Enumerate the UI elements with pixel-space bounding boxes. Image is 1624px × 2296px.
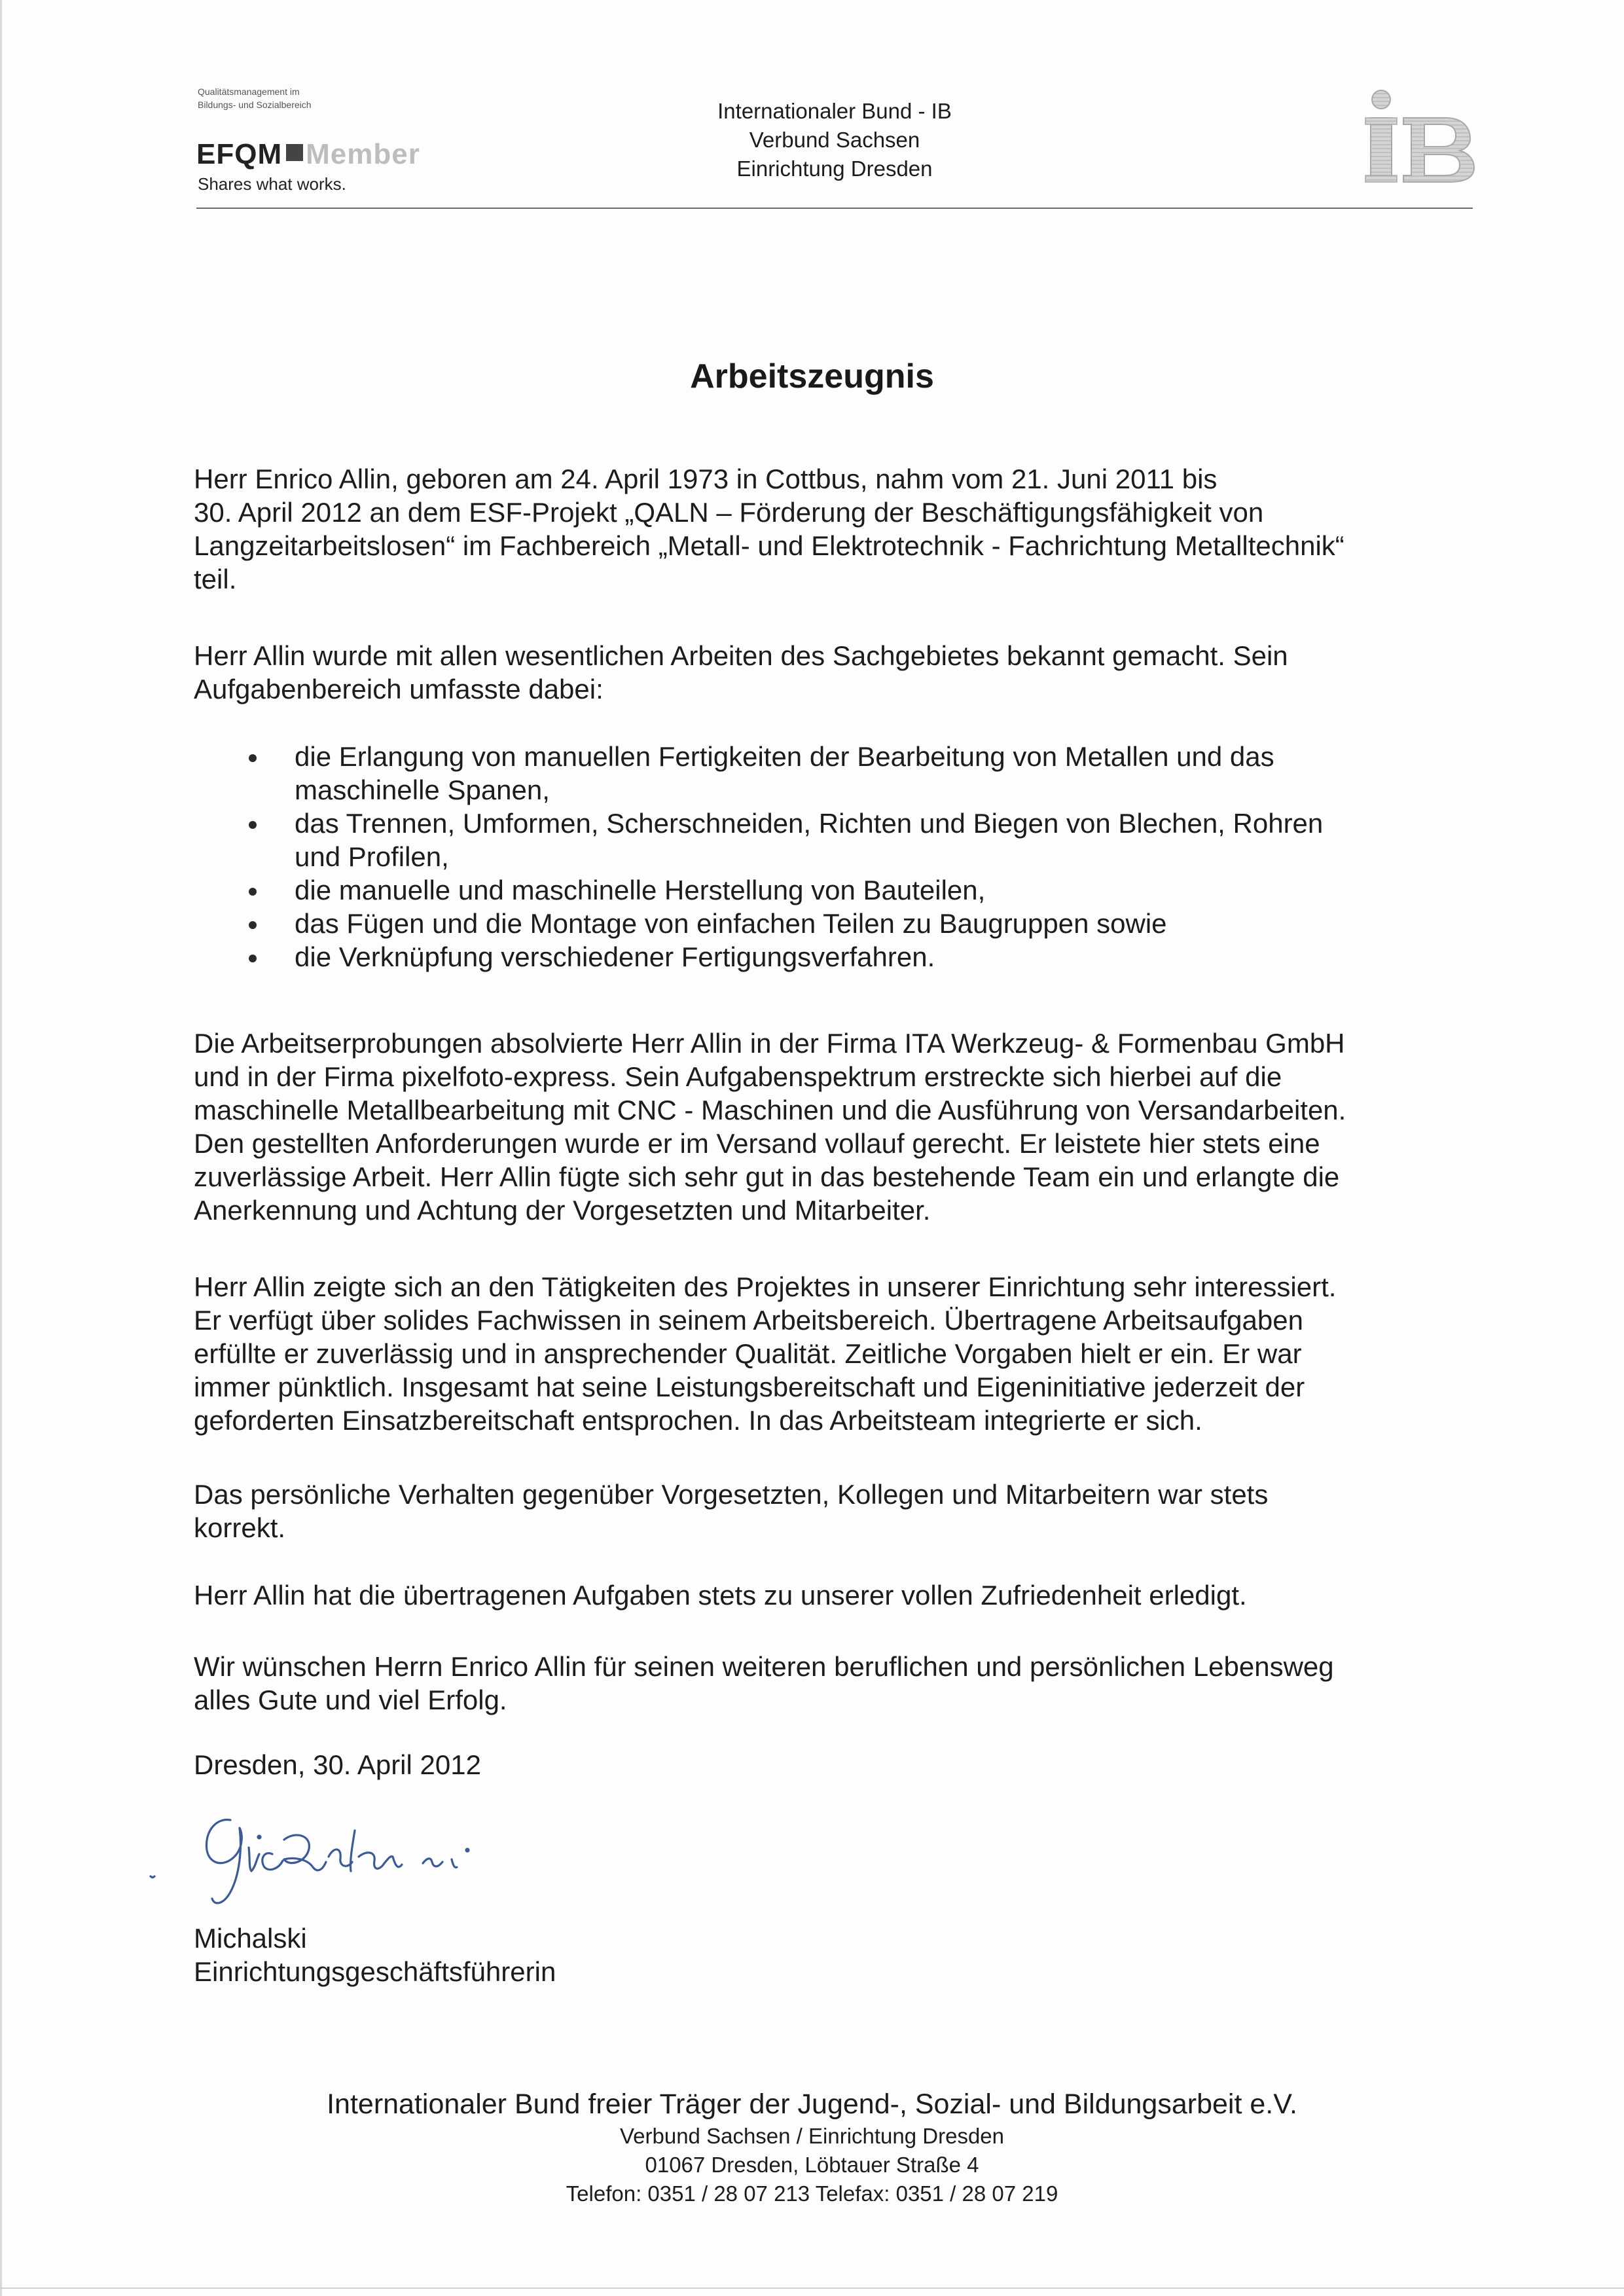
- text-line: alles Gute und viel Erfolg.: [194, 1685, 507, 1715]
- text-line: und in der Firma pixelfoto-express. Sein Aufgabenspektrum erstreckte sich hierbei auf die: [194, 1061, 1282, 1092]
- efqm-tagline: Shares what works.: [198, 174, 346, 194]
- text-line: immer pünktlich. Insgesamt hat seine Leistungsbereitschaft und Eigeninitiative jederzeit der: [194, 1372, 1305, 1402]
- bullet-icon: [249, 955, 257, 962]
- document-title: Arbeitszeugnis: [690, 357, 934, 395]
- list-item: [242, 740, 1499, 807]
- list-item: [242, 940, 1499, 974]
- organization-line: Internationaler Bund - IB: [717, 99, 952, 123]
- text-line: Aufgabenbereich umfasste dabei:: [194, 674, 604, 704]
- text-line: die Verknüpfung verschiedener Fertigungsverfahren.: [295, 941, 935, 972]
- footer-line: Telefon: 0351 / 28 07 213 Telefax: 0351 / 28 07 219: [566, 2181, 1058, 2206]
- efqm-caption: [198, 85, 312, 111]
- text-line: maschinelle Spanen,: [295, 774, 550, 805]
- text-line: 30. April 2012 an dem ESF-Projekt „QALN – Förderung der Beschäftigungsfähigkeit von: [194, 497, 1264, 528]
- signatory-role: Einrichtungsgeschäftsführerin: [194, 1956, 556, 1987]
- tasks-intro-paragraph: [194, 639, 1496, 706]
- text-line: Die Arbeitserprobungen absolvierte Herr Allin in der Firma ITA Werkzeug- & Formenbau GmbH: [194, 1028, 1345, 1059]
- footer-line: Internationaler Bund freier Träger der Jugend-, Sozial- und Bildungsarbeit e.V.: [327, 2088, 1297, 2120]
- signature-icon: [144, 1794, 563, 1918]
- ib-logo-icon: [1362, 84, 1479, 189]
- text-line: zuverlässige Arbeit. Herr Allin fügte sich sehr gut in das bestehende Team ein und erlangte die: [194, 1161, 1340, 1192]
- footer-line: 01067 Dresden, Löbtauer Straße 4: [645, 2153, 979, 2177]
- text-line: korrekt.: [194, 1512, 286, 1543]
- text-line: teil.: [194, 564, 237, 594]
- efqm-caption-line: Bildungs- und Sozialbereich: [198, 100, 312, 110]
- efqm-word: EFQM: [196, 138, 283, 170]
- text-line: und Profilen,: [295, 841, 449, 872]
- organization-line: Einrichtung Dresden: [736, 156, 933, 181]
- bullet-icon: [249, 821, 257, 829]
- text-line: Er verfügt über solides Fachwissen in seinem Arbeitsbereich. Übertragene Arbeitsaufgaben: [194, 1305, 1303, 1336]
- list-item: [242, 873, 1499, 907]
- efqm-logo: [196, 85, 484, 194]
- signatory-name: Michalski: [194, 1923, 307, 1954]
- organization-line: Verbund Sachsen: [749, 128, 920, 152]
- text-line: Anerkennung und Achtung der Vorgesetzten und Mitarbeiter.: [194, 1195, 931, 1226]
- list-item: [242, 907, 1499, 940]
- text-line: das Trennen, Umformen, Scherschneiden, Richten und Biegen von Blechen, Rohren: [295, 808, 1324, 839]
- ib-logo: [1362, 84, 1479, 189]
- page-footer: [0, 2086, 1624, 2208]
- efqm-square-icon: [286, 144, 303, 161]
- text-line: Wir wünschen Herrn Enrico Allin für seinen weiteren beruflichen und persönlichen Lebensweg: [194, 1651, 1334, 1682]
- footer-line: Verbund Sachsen / Einrichtung Dresden: [619, 2124, 1005, 2148]
- signatory: [194, 1922, 1496, 1988]
- text-line: die Erlangung von manuellen Fertigkeiten der Bearbeitung von Metallen und das: [295, 741, 1274, 772]
- bullet-icon: [249, 754, 257, 762]
- text-line: Das persönliche Verhalten gegenüber Vorgesetzten, Kollegen und Mitarbeitern war stets: [194, 1479, 1269, 1510]
- text-line: maschinelle Metallbearbeitung mit CNC - Maschinen und die Ausführung von Versandarbeiten.: [194, 1095, 1346, 1125]
- handwritten-signature: [144, 1794, 563, 1918]
- organization-header: [655, 97, 1015, 183]
- task-list: [242, 740, 1499, 974]
- text-line: das Fügen und die Montage von einfachen Teilen zu Baugruppen sowie: [295, 908, 1167, 939]
- assessment-paragraph: [194, 1270, 1496, 1437]
- text-line: Langzeitarbeitslosen“ im Fachbereich „Metall- und Elektrotechnik - Fachrichtung Metalltechnik“: [194, 530, 1344, 561]
- text-line: Den gestellten Anforderungen wurde er im Versand vollauf gerecht. Er leistete hier stets eine: [194, 1128, 1320, 1159]
- efqm-member: Member: [306, 138, 420, 170]
- closing-paragraph: [194, 1650, 1496, 1717]
- summary-paragraph: [194, 1578, 1496, 1612]
- bullet-icon: [249, 921, 257, 929]
- text-line: erfüllte er zuverlässig und in ansprechender Qualität. Zeitliche Vorgaben hielt er ein. Er war: [194, 1338, 1302, 1369]
- efqm-caption-line: Qualitätsmanagement im: [198, 86, 300, 97]
- place-date: [194, 1748, 1496, 1781]
- text-line: Herr Allin wurde mit allen wesentlichen Arbeiten des Sachgebietes bekannt gemacht. Sein: [194, 640, 1288, 671]
- efqm-wordmark: [196, 136, 484, 175]
- text-line: die manuelle und maschinelle Herstellung von Bauteilen,: [295, 875, 986, 905]
- text-line: Herr Allin zeigte sich an den Tätigkeiten des Projektes in unserer Einrichtung sehr interessiert.: [194, 1271, 1337, 1302]
- practice-paragraph: [194, 1027, 1496, 1227]
- text-line: Herr Allin hat die übertragenen Aufgaben stets zu unserer vollen Zufriedenheit erledigt.: [194, 1580, 1247, 1611]
- behavior-paragraph: [194, 1478, 1496, 1544]
- text-line: Dresden, 30. April 2012: [194, 1749, 481, 1780]
- header-divider: [196, 208, 1473, 209]
- text-line: geforderten Einsatzbereitschaft entsprochen. In das Arbeitsteam integrierte er sich.: [194, 1405, 1202, 1436]
- intro-paragraph: [194, 462, 1496, 596]
- text-line: Herr Enrico Allin, geboren am 24. April 1973 in Cottbus, nahm vom 21. Juni 2011 bis: [194, 464, 1218, 494]
- list-item: [242, 807, 1499, 873]
- bullet-icon: [249, 888, 257, 896]
- scan-edge: [0, 2287, 1624, 2289]
- scan-edge: [0, 0, 2, 2296]
